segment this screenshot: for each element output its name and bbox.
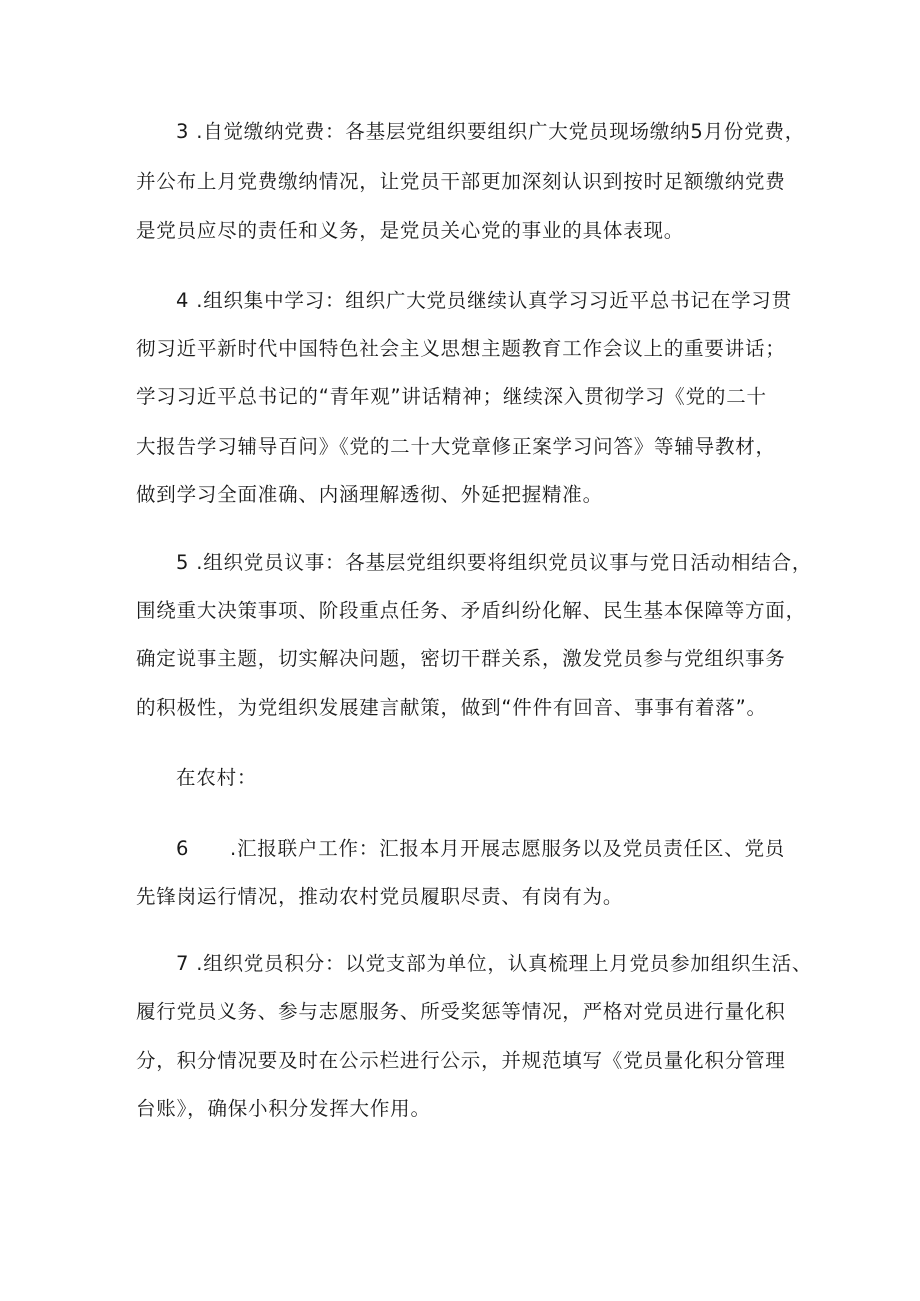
paragraph-4-line-4: 大报告学习辅导百问》《党的二十大党章修正案学习问答》等辅导教材，	[136, 435, 776, 458]
paragraph-3-line-2: 并公布上月党费缴纳情况，让党员干部更加深刻认识到按时足额缴纳党费	[136, 170, 786, 193]
paragraph-4-line-2: 彻习近平新时代中国特色社会主义思想主题教育工作会议上的重要讲话；	[136, 337, 786, 360]
paragraph-5-line-3: 确定说事主题，切实解决问题，密切干群关系，激发党员参与党组织事务	[136, 647, 786, 670]
paragraph-6-number: 6	[176, 837, 189, 860]
paragraph-6-line-1: .汇报联户工作：汇报本月开展志愿服务以及党员责任区、党员	[230, 837, 786, 860]
paragraph-7-line-1: 7 .组织党员积分：以党支部为单位，认真梳理上月党员参加组织生活、	[176, 952, 813, 975]
rural-heading: 在农村：	[176, 766, 258, 789]
paragraph-7-line-3: 分，积分情况要及时在公示栏进行公示，并规范填写《党员量化积分管理	[136, 1049, 786, 1072]
paragraph-3-line-3: 是党员应尽的责任和义务，是党员关心党的事业的具体表现。	[136, 219, 685, 242]
paragraph-4-line-5: 做到学习全面准确、内涵理解透彻、外延把握精准。	[136, 483, 603, 506]
paragraph-6-line-2: 先锋岗运行情况，推动农村党员履职尽责、有岗有为。	[136, 885, 624, 908]
paragraph-7-line-4: 台账》，确保小积分发挥大作用。	[136, 1097, 431, 1120]
paragraph-3-line-1: 3 .自觉缴纳党费：各基层党组织要组织广大党员现场缴纳5月份党费，	[176, 120, 806, 143]
paragraph-5-line-4: 的积极性，为党组织发展建言献策，做到“件件有回音、事事有着落”。	[136, 696, 767, 719]
paragraph-5-line-2: 围绕重大决策事项、阶段重点任务、矛盾纠纷化解、民生基本保障等方面，	[136, 599, 806, 622]
paragraph-5-line-1: 5 .组织党员议事：各基层党组织要将组织党员议事与党日活动相结合，	[176, 551, 813, 574]
paragraph-7-line-2: 履行党员义务、参与志愿服务、所受奖惩等情况，严格对党员进行量化积	[136, 1000, 786, 1023]
paragraph-4-line-1: 4 .组织集中学习：组织广大党员继续认真学习习近平总书记在学习贯	[176, 289, 792, 312]
paragraph-4-line-3: 学习习近平总书记的“青年观”讲话精神；继续深入贯彻学习《党的二十	[136, 385, 767, 408]
